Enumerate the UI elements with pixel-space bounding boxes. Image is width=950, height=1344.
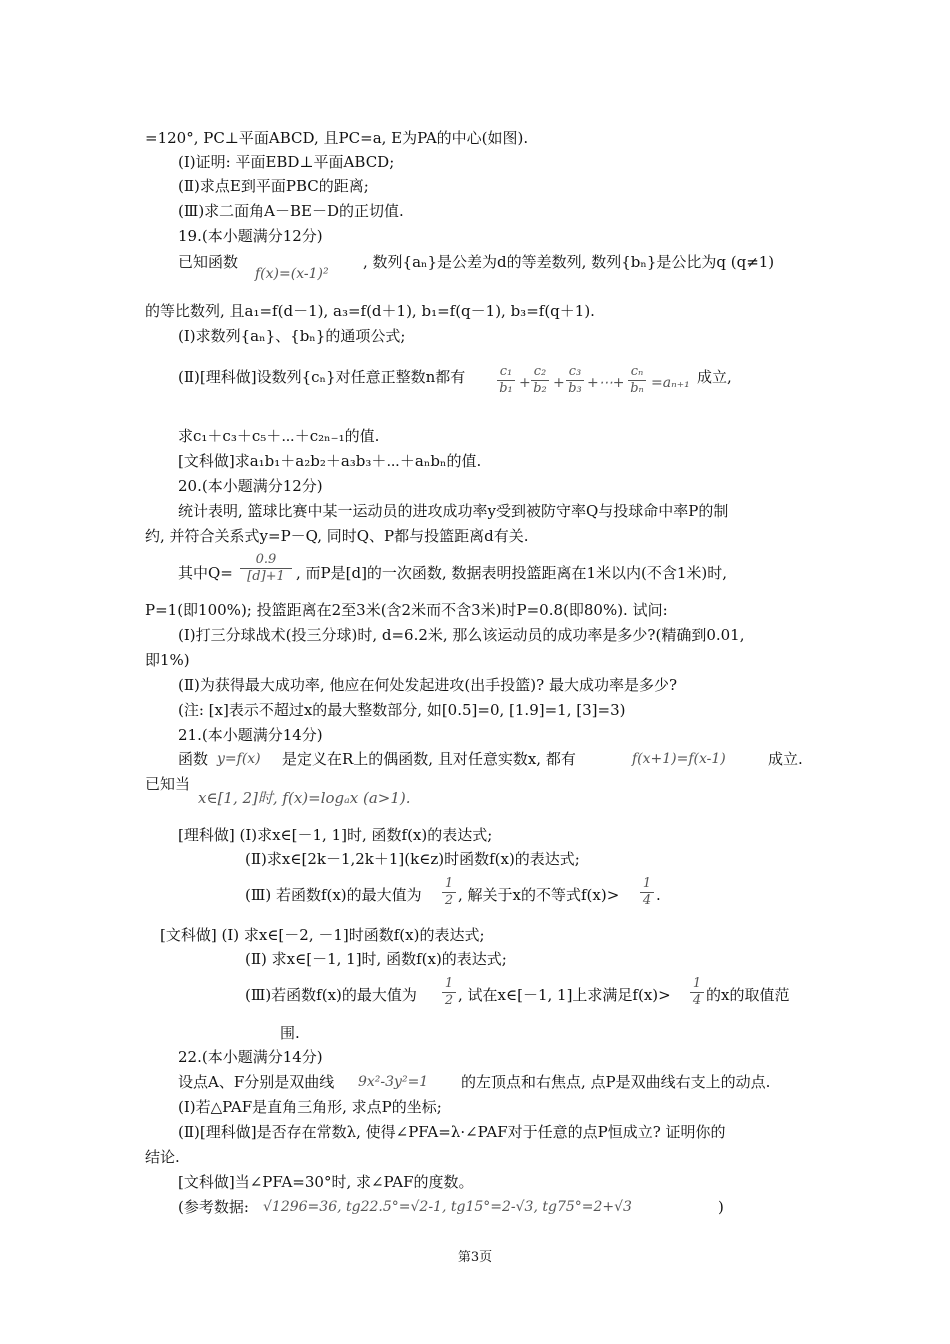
text-line: [文科做] (Ⅰ) 求x∈[－2, －1]时函数f(x)的表达式; xyxy=(160,926,485,944)
text-line: (Ⅱ)求点E到平面PBC的距离; xyxy=(178,177,369,195)
text-line: , 而P是[d]的一次函数, 数据表明投篮距离在1米以内(不含1米)时, xyxy=(296,564,728,582)
text-line: , 数列{aₙ}是公差为d的等差数列, 数列{bₙ}是公比为q (q≠1) xyxy=(363,253,775,271)
text-line: (Ⅱ) 求x∈[－1, 1]时, 函数f(x)的表达式; xyxy=(245,950,507,968)
text-line: 围. xyxy=(280,1024,300,1042)
text-line: (Ⅰ)打三分球战术(投三分球)时, d=6.2米, 那么该运动员的成功率是多少?(精确到0.01, xyxy=(178,626,745,644)
question-heading: 19.(本小题满分12分) xyxy=(178,227,323,245)
text-line: 结论. xyxy=(145,1148,180,1166)
formula: √1296=36, tg22.5°=√2-1, tg15°=2-√3, tg75°=2+√3 xyxy=(263,1199,632,1215)
text-line: 成立, xyxy=(697,368,732,386)
text-line: P=1(即100%); 投篮距离在2至3米(含2米而不含3米)时P=0.8(即80%). 试问: xyxy=(145,601,668,619)
formula: + xyxy=(519,375,531,391)
fraction: cₙ bₙ xyxy=(628,364,646,397)
text-line: (Ⅰ)证明: 平面EBD⊥平面ABCD; xyxy=(178,153,395,171)
text-line: 其中Q= xyxy=(178,564,233,582)
text-line: ) xyxy=(718,1198,724,1216)
text-line: (Ⅱ)[理科做]是否存在常数λ, 使得∠PFA=λ·∠PAF对于任意的点P恒成立? 证明你的 xyxy=(178,1123,726,1141)
text-line: (Ⅲ)求二面角A－BE－D的正切值. xyxy=(178,202,404,220)
formula: =aₙ₊₁ xyxy=(651,375,690,391)
formula: y=f(x) xyxy=(217,751,261,767)
text-line: 统计表明, 篮球比赛中某一运动员的进攻成功率y受到被防守率Q与投球命中率P的制 xyxy=(178,502,729,520)
text-line: 成立. xyxy=(768,750,803,768)
text-line: 约, 并符合关系式y=P－Q, 同时Q、P都与投篮距离d有关. xyxy=(145,527,529,545)
text-line: 求c₁＋c₃＋c₅＋⋯＋c₂ₙ₋₁的值. xyxy=(178,427,380,445)
text-line: [文科做]当∠PFA=30°时, 求∠PAF的度数。 xyxy=(178,1173,474,1191)
fraction: 1 4 xyxy=(640,876,654,909)
formula: f(x)=(x-1)² xyxy=(255,266,329,282)
text-line: [文科做]求a₁b₁＋a₂b₂＋a₃b₃＋⋯＋aₙbₙ的值. xyxy=(178,452,482,470)
fraction: c₂ b₂ xyxy=(531,364,549,397)
text-line: 的等比数列, 且a₁=f(d－1), a₃=f(d＋1), b₁=f(q－1), b₃=f(q＋1). xyxy=(145,302,595,320)
formula: x∈[1, 2]时, f(x)=logₐx (a>1). xyxy=(198,789,411,807)
text-line: 是定义在R上的偶函数, 且对任意实数x, 都有 xyxy=(282,750,576,768)
text-line: 即1%) xyxy=(145,651,190,669)
formula: 9x²-3y²=1 xyxy=(358,1074,429,1090)
formula: + xyxy=(553,375,565,391)
formula: +⋯+ xyxy=(587,375,625,391)
text-line: (Ⅲ)若函数f(x)的最大值为 xyxy=(245,986,417,1004)
question-heading: 22.(本小题满分14分) xyxy=(178,1048,323,1066)
text-line: 设点A、F分别是双曲线 xyxy=(178,1073,335,1091)
text-line: (注: [x]表示不超过x的最大整数部分, 如[0.5]=0, [1.9]=1, [3]=3) xyxy=(178,701,626,719)
question-heading: 20.(本小题满分12分) xyxy=(178,477,323,495)
text-line: (参考数据: xyxy=(178,1198,249,1216)
text-line: =120°, PC⊥平面ABCD, 且PC=a, E为PA的中心(如图). xyxy=(145,129,529,147)
text-line: (Ⅱ)求x∈[2k－1,2k＋1](k∈z)时函数f(x)的表达式; xyxy=(245,850,580,868)
formula: f(x+1)=f(x-1) xyxy=(632,751,726,767)
text-line: (Ⅱ)[理科做]设数列{cₙ}对任意正整数n都有 xyxy=(178,368,466,386)
fraction: c₃ b₃ xyxy=(566,364,584,397)
text-line: 已知函数 xyxy=(178,253,239,271)
fraction: 0.9 [d]+1 xyxy=(240,552,292,585)
text-line: 的x的取值范 xyxy=(706,986,790,1004)
text-line: (Ⅰ)若△PAF是直角三角形, 求点P的坐标; xyxy=(178,1098,442,1116)
fraction: 1 4 xyxy=(690,976,704,1009)
page-number: 第3页 xyxy=(457,1250,493,1265)
text-line: (Ⅰ)求数列{aₙ}、{bₙ}的通项公式; xyxy=(178,327,406,345)
question-heading: 21.(本小题满分14分) xyxy=(178,726,323,744)
text-line: . xyxy=(656,886,661,904)
text-line: , 试在x∈[－1, 1]上求满足f(x)> xyxy=(458,986,671,1004)
fraction: c₁ b₁ xyxy=(497,364,515,397)
text-line: [理科做] (Ⅰ)求x∈[－1, 1]时, 函数f(x)的表达式; xyxy=(178,826,493,844)
text-line: , 解关于x的不等式f(x)> xyxy=(458,886,620,904)
text-line: 已知当 xyxy=(145,775,191,793)
fraction: 1 2 xyxy=(442,876,456,909)
text-line: 的左顶点和右焦点, 点P是双曲线右支上的动点. xyxy=(461,1073,771,1091)
text-line: (Ⅲ) 若函数f(x)的最大值为 xyxy=(245,886,422,904)
fraction: 1 2 xyxy=(442,976,456,1009)
text-line: (Ⅱ)为获得最大成功率, 他应在何处发起进攻(出手投篮)? 最大成功率是多少? xyxy=(178,676,677,694)
text-line: 函数 xyxy=(178,750,209,768)
